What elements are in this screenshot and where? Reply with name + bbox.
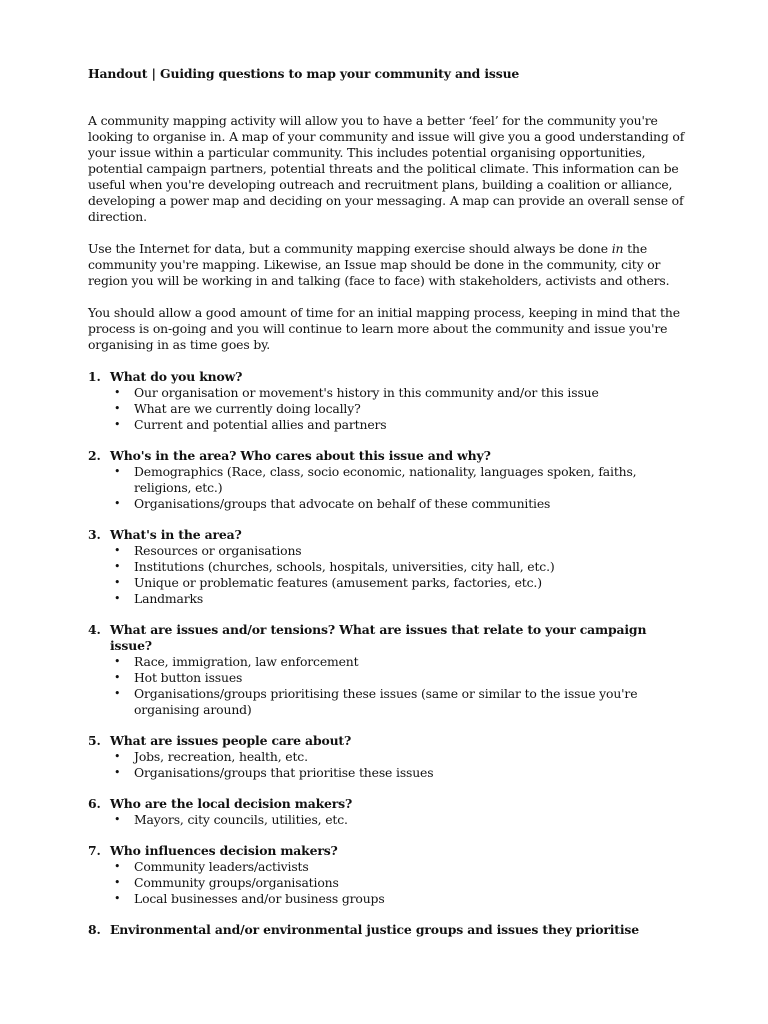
bullet-list — [88, 464, 688, 512]
question-number: 6. — [88, 796, 101, 811]
bullet-text: Organisations/groups that prioritise these issues — [134, 765, 434, 780]
bullet-icon: • — [114, 418, 121, 431]
bullet-item — [88, 417, 688, 433]
bullet-item — [88, 385, 688, 401]
question-number: 1. — [88, 369, 101, 384]
bullet-icon: • — [114, 750, 121, 763]
bullet-text: Current and potential allies and partners — [134, 417, 387, 432]
question-text: What are issues people care about? — [110, 733, 352, 748]
bullet-text: What are we currently doing locally? — [134, 401, 361, 416]
bullet-icon: • — [114, 687, 121, 700]
bullet-icon: • — [114, 544, 121, 557]
bullet-icon: • — [114, 402, 121, 415]
question-text: What are issues and/or tensions? What are issues that relate to your campaign issue? — [110, 622, 647, 653]
bullet-text: Race, immigration, law enforcement — [134, 654, 359, 669]
question-text: Who influences decision makers? — [110, 843, 338, 858]
bullet-list — [88, 543, 688, 607]
bullet-icon: • — [114, 860, 121, 873]
bullet-item — [88, 543, 688, 559]
bullet-text: Mayors, city councils, utilities, etc. — [134, 812, 348, 827]
bullet-item — [88, 575, 688, 591]
bullet-item — [88, 670, 688, 686]
bullet-text: Resources or organisations — [134, 543, 302, 558]
question-item — [88, 527, 688, 607]
bullet-icon: • — [114, 465, 121, 478]
bullet-text: Institutions (churches, schools, hospitals, universities, city hall, etc.) — [134, 559, 555, 574]
question-text: Who are the local decision makers? — [110, 796, 353, 811]
bullet-icon: • — [114, 576, 121, 589]
bullet-text: Hot button issues — [134, 670, 243, 685]
question-text: What do you know? — [110, 369, 243, 384]
bullet-text: Organisations/groups prioritising these issues (same or similar to the issue you're organising around) — [134, 686, 638, 717]
question-heading — [88, 369, 688, 385]
bullet-list — [88, 654, 688, 718]
question-item — [88, 922, 688, 938]
intro-paragraph-3: You should allow a good amount of time for an initial mapping process, keeping in mind that the process is on-going and you will continue to learn more about the community and issue you're organising in as time goes by. — [88, 305, 680, 352]
bullet-icon: • — [114, 671, 121, 684]
question-item — [88, 369, 688, 433]
bullet-text: Unique or problematic features (amusement parks, factories, etc.) — [134, 575, 542, 590]
question-heading — [88, 843, 688, 859]
question-item — [88, 622, 688, 718]
bullet-text: Our organisation or movement's history in this community and/or this issue — [134, 385, 599, 400]
bullet-text: Community leaders/activists — [134, 859, 309, 874]
intro-paragraph-2 — [88, 241, 688, 289]
question-heading — [88, 448, 688, 464]
bullet-icon: • — [114, 813, 121, 826]
question-number: 4. — [88, 622, 101, 637]
bullet-item — [88, 654, 688, 670]
question-text: Who's in the area? Who cares about this issue and why? — [110, 448, 491, 463]
bullet-icon: • — [114, 766, 121, 779]
question-heading — [88, 527, 688, 543]
bullet-list — [88, 749, 688, 781]
bullet-list — [88, 859, 688, 907]
question-text: What's in the area? — [110, 527, 242, 542]
bullet-icon: • — [114, 892, 121, 905]
bullet-item — [88, 891, 688, 907]
bullet-text: Local businesses and/or business groups — [134, 891, 385, 906]
bullet-text: Demographics (Race, class, socio economic, nationality, languages spoken, faiths, religions, etc.) — [134, 464, 637, 495]
intro-paragraph-1: A community mapping activity will allow you to have a better ‘feel’ for the community you're looking to organise in. A map of your community and issue will give you a good understanding of your issue within a particular community. This includes potential organising opportunities, potential campaign partners, potential threats and the political climate. This information can be useful when you're developing outreach and recruitment plans, building a coalition or alliance, developing a power map and deciding on your messaging. A map can provide an overall sense of direction. — [88, 113, 685, 224]
bullet-icon: • — [114, 386, 121, 399]
intro-paragraph-2-end: the community you're mapping. Likewise, an Issue map should be done in the community, city or region you will be working in and talking (face to face) with stakeholders, activists and others. — [88, 241, 670, 288]
bullet-icon: • — [114, 592, 121, 605]
bullet-icon: • — [114, 655, 121, 668]
question-item — [88, 448, 688, 512]
bullet-item — [88, 591, 688, 607]
question-number: 5. — [88, 733, 101, 748]
question-heading — [88, 733, 688, 749]
question-heading — [88, 622, 688, 654]
bullet-item — [88, 749, 688, 765]
bullet-icon: • — [114, 560, 121, 573]
bullet-item — [88, 464, 688, 496]
question-number: 7. — [88, 843, 101, 858]
question-list — [88, 369, 688, 938]
bullet-list — [88, 812, 688, 828]
bullet-icon: • — [114, 497, 121, 510]
question-item — [88, 796, 688, 828]
bullet-text: Community groups/organisations — [134, 875, 339, 890]
bullet-item — [88, 765, 688, 781]
question-number: 2. — [88, 448, 101, 463]
question-number: 8. — [88, 922, 101, 937]
bullet-item — [88, 686, 688, 718]
bullet-icon: • — [114, 876, 121, 889]
bullet-list — [88, 385, 688, 433]
bullet-item — [88, 875, 688, 891]
handout-page — [88, 66, 688, 953]
bullet-item — [88, 859, 688, 875]
bullet-text: Jobs, recreation, health, etc. — [134, 749, 308, 764]
intro-paragraph-2-emphasis: in — [611, 241, 624, 256]
bullet-item — [88, 401, 688, 417]
bullet-item — [88, 812, 688, 828]
question-item — [88, 733, 688, 781]
bullet-item — [88, 559, 688, 575]
question-text: Environmental and/or environmental justice groups and issues they prioritise — [110, 922, 639, 937]
page-title: Handout | Guiding questions to map your community and issue — [88, 66, 520, 81]
question-item — [88, 843, 688, 907]
bullet-text: Organisations/groups that advocate on behalf of these communities — [134, 496, 551, 511]
question-heading — [88, 922, 688, 938]
intro-paragraph-2-start: Use the Internet for data, but a community mapping exercise should always be done — [88, 241, 612, 256]
bullet-text: Landmarks — [134, 591, 204, 606]
question-number: 3. — [88, 527, 101, 542]
question-heading — [88, 796, 688, 812]
bullet-item — [88, 496, 688, 512]
